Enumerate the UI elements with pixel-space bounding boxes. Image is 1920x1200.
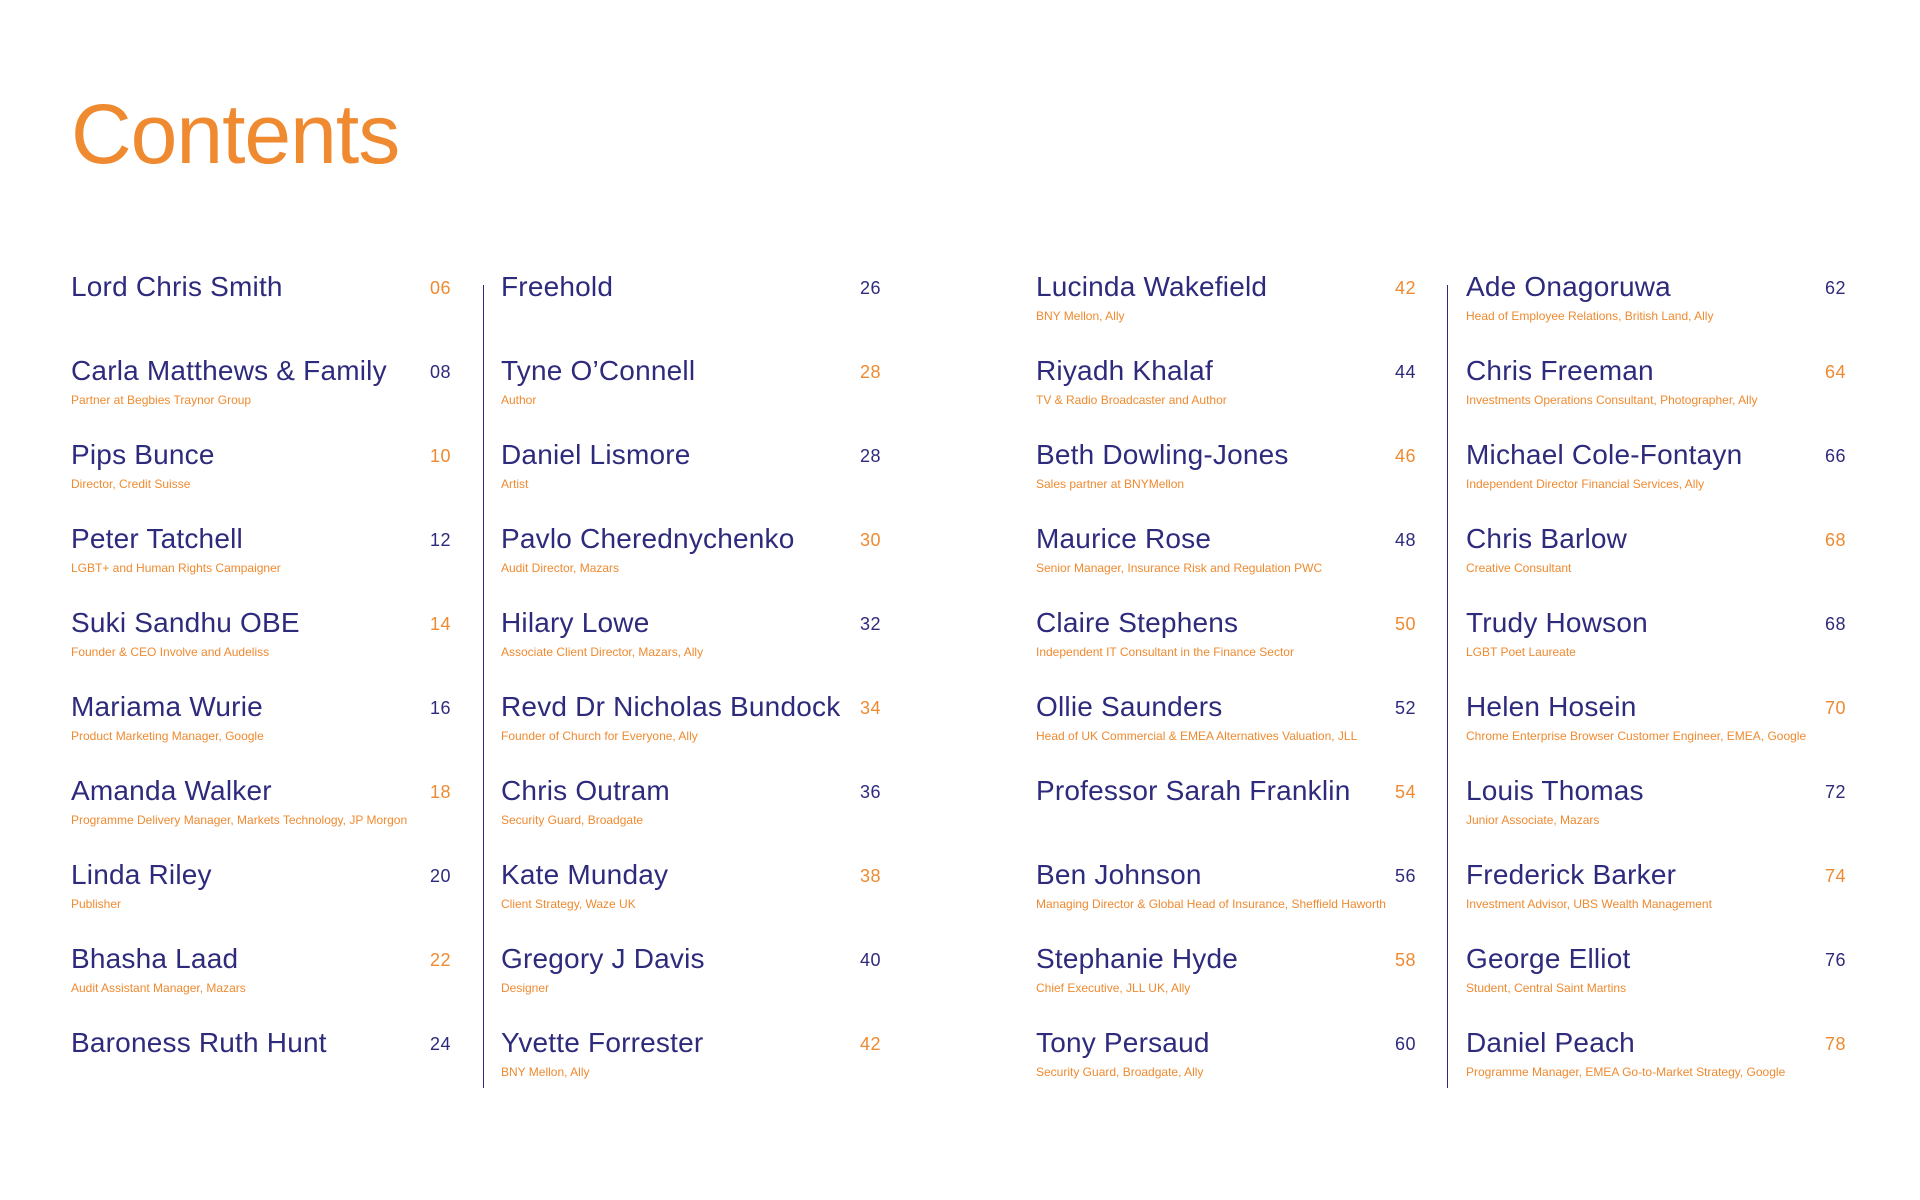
entry-subtitle: Founder of Church for Everyone, Ally [501, 729, 698, 743]
entry-name: Pips Bunce [71, 439, 215, 470]
entry-name: Freehold [501, 271, 614, 302]
entry-page-number: 30 [859, 530, 881, 550]
entry-subtitle: Founder & CEO Involve and Audeliss [71, 645, 270, 659]
contents-entry[interactable] [1466, 438, 1846, 518]
entry-subtitle: Author [501, 393, 537, 407]
entry-page-number: 42 [1394, 278, 1416, 298]
entry-page-number: 44 [1394, 362, 1416, 382]
entry-page-number: 36 [859, 782, 881, 802]
entry-page-number: 24 [429, 1034, 451, 1054]
entry-page-number: 66 [1824, 446, 1846, 466]
entry-name: Lucinda Wakefield [1036, 271, 1268, 302]
contents-entry[interactable] [1466, 270, 1846, 350]
entry-page-number: 74 [1824, 866, 1846, 886]
entry-page-number: 06 [429, 278, 451, 298]
contents-entry[interactable] [1466, 1026, 1846, 1106]
contents-entry[interactable] [1036, 438, 1416, 518]
entry-page-number: 58 [1394, 950, 1416, 970]
entry-subtitle: Publisher [71, 897, 122, 911]
entry-page-number: 40 [859, 950, 881, 970]
entry-page-number: 20 [429, 866, 451, 886]
entry-subtitle: Student, Central Saint Martins [1466, 981, 1627, 995]
contents-entry[interactable] [501, 942, 881, 1022]
entry-name: Amanda Walker [71, 775, 272, 806]
entry-page-number: 68 [1824, 530, 1846, 550]
entry-name: George Elliot [1466, 943, 1631, 974]
contents-entry[interactable] [1036, 270, 1416, 350]
entry-name: Chris Outram [501, 775, 670, 806]
entry-subtitle: Managing Director & Global Head of Insurance, Sheffield Haworth [1036, 897, 1386, 911]
entry-name: Bhasha Laad [71, 943, 239, 974]
entry-subtitle: Chief Executive, JLL UK, Ally [1036, 981, 1191, 995]
entry-page-number: 34 [859, 698, 881, 718]
entry-page-number: 16 [429, 698, 451, 718]
entry-page-number: 78 [1824, 1034, 1846, 1054]
entry-subtitle: Audit Director, Mazars [501, 561, 620, 575]
entry-page-number: 76 [1824, 950, 1846, 970]
entry-subtitle: Security Guard, Broadgate [501, 813, 644, 827]
entry-name: Frederick Barker [1466, 859, 1677, 890]
entry-name: Maurice Rose [1036, 523, 1212, 554]
entry-page-number: 32 [859, 614, 881, 634]
contents-entry[interactable] [501, 354, 881, 434]
contents-entry[interactable] [71, 858, 451, 938]
page-title: Contents [71, 87, 400, 181]
entry-page-number: 56 [1394, 866, 1416, 886]
entry-name: Suki Sandhu OBE [71, 607, 300, 638]
entry-page-number: 70 [1824, 698, 1846, 718]
contents-entry[interactable] [71, 690, 451, 770]
contents-entry[interactable] [1036, 522, 1416, 602]
entry-name: Tyne O’Connell [501, 355, 696, 386]
entry-subtitle: BNY Mellon, Ally [1036, 309, 1125, 323]
entry-subtitle: Audit Assistant Manager, Mazars [71, 981, 246, 995]
entry-name: Hilary Lowe [501, 607, 650, 638]
entry-name: Chris Barlow [1466, 523, 1628, 554]
contents-entry[interactable] [501, 438, 881, 518]
entry-name: Baroness Ruth Hunt [71, 1027, 327, 1058]
entry-subtitle: Investments Operations Consultant, Photographer, Ally [1466, 393, 1758, 407]
entry-name: Daniel Lismore [501, 439, 691, 470]
contents-entry[interactable] [1036, 774, 1416, 854]
entry-subtitle: Sales partner at BNYMellon [1036, 477, 1185, 491]
contents-entry[interactable] [71, 354, 451, 434]
entry-subtitle: Client Strategy, Waze UK [501, 897, 636, 911]
entry-page-number: 42 [859, 1034, 881, 1054]
contents-entry[interactable] [1036, 942, 1416, 1022]
contents-entry[interactable] [71, 438, 451, 518]
entry-subtitle: Head of UK Commercial & EMEA Alternatives Valuation, JLL [1036, 729, 1358, 743]
contents-entry[interactable] [71, 1026, 451, 1106]
entry-subtitle: Independent Director Financial Services, Ally [1466, 477, 1705, 491]
entry-page-number: 50 [1394, 614, 1416, 634]
entry-subtitle: BNY Mellon, Ally [501, 1065, 590, 1079]
entry-name: Ben Johnson [1036, 859, 1202, 890]
entry-page-number: 68 [1824, 614, 1846, 634]
entry-page-number: 18 [429, 782, 451, 802]
contents-entry[interactable] [1466, 690, 1846, 770]
entry-subtitle: Chrome Enterprise Browser Customer Engineer, EMEA, Google [1466, 729, 1807, 743]
entry-page-number: 64 [1824, 362, 1846, 382]
entry-page-number: 28 [859, 362, 881, 382]
entry-subtitle: Director, Credit Suisse [71, 477, 191, 491]
entry-subtitle: Junior Associate, Mazars [1466, 813, 1600, 827]
entry-name: Riyadh Khalaf [1036, 355, 1213, 386]
entry-name: Tony Persaud [1036, 1027, 1210, 1058]
entry-name: Carla Matthews & Family [71, 355, 387, 386]
contents-entry[interactable] [501, 690, 881, 770]
entry-name: Louis Thomas [1466, 775, 1644, 806]
entry-subtitle: Creative Consultant [1466, 561, 1572, 575]
entry-name: Claire Stephens [1036, 607, 1239, 638]
entry-subtitle: Designer [501, 981, 550, 995]
entry-name: Lord Chris Smith [71, 271, 283, 302]
entry-page-number: 52 [1394, 698, 1416, 718]
entry-name: Ade Onagoruwa [1466, 271, 1671, 302]
entry-page-number: 72 [1824, 782, 1846, 802]
entry-name: Mariama Wurie [71, 691, 263, 722]
contents-entry[interactable] [501, 774, 881, 854]
entry-page-number: 62 [1824, 278, 1846, 298]
contents-entry[interactable] [1036, 858, 1416, 938]
entry-subtitle: Independent IT Consultant in the Finance Sector [1036, 645, 1294, 659]
entry-name: Stephanie Hyde [1036, 943, 1239, 974]
entry-name: Chris Freeman [1466, 355, 1654, 386]
entry-name: Linda Riley [71, 859, 212, 890]
entry-name: Michael Cole-Fontayn [1466, 439, 1743, 470]
contents-entry[interactable] [501, 858, 881, 938]
contents-entry[interactable] [501, 270, 881, 350]
entry-page-number: 08 [429, 362, 451, 382]
entry-name: Trudy Howson [1466, 607, 1648, 638]
entry-name: Daniel Peach [1466, 1027, 1635, 1058]
entry-name: Beth Dowling-Jones [1036, 439, 1289, 470]
entry-subtitle: Associate Client Director, Mazars, Ally [501, 645, 704, 659]
entry-subtitle: Product Marketing Manager, Google [71, 729, 264, 743]
contents-entry[interactable] [501, 1026, 881, 1106]
contents-entry[interactable] [501, 606, 881, 686]
entry-subtitle: TV & Radio Broadcaster and Author [1036, 393, 1227, 407]
contents-entry[interactable] [1036, 690, 1416, 770]
entry-page-number: 14 [429, 614, 451, 634]
entry-page-number: 26 [859, 278, 881, 298]
contents-entry[interactable] [1466, 354, 1846, 434]
entry-page-number: 46 [1394, 446, 1416, 466]
contents-entry[interactable] [501, 522, 881, 602]
entry-page-number: 12 [429, 530, 451, 550]
entry-name: Ollie Saunders [1036, 691, 1223, 722]
entry-name: Pavlo Cherednychenko [501, 523, 795, 554]
entry-subtitle: Programme Delivery Manager, Markets Technology, JP Morgon [71, 813, 408, 827]
entry-name: Revd Dr Nicholas Bundock [501, 691, 841, 722]
contents-entry[interactable] [1466, 774, 1846, 854]
contents-entry[interactable] [1466, 606, 1846, 686]
contents-entry[interactable] [71, 270, 451, 350]
entry-subtitle: Investment Advisor, UBS Wealth Management [1466, 897, 1712, 911]
entry-subtitle: LGBT+ and Human Rights Campaigner [71, 561, 281, 575]
contents-entry[interactable] [71, 606, 451, 686]
entry-subtitle: Head of Employee Relations, British Land, Ally [1466, 309, 1714, 323]
contents-entry[interactable] [1036, 606, 1416, 686]
entry-name: Kate Munday [501, 859, 669, 890]
contents-entry[interactable] [1466, 858, 1846, 938]
entry-page-number: 10 [429, 446, 451, 466]
entry-name: Peter Tatchell [71, 523, 243, 554]
column-divider [1447, 285, 1448, 1088]
contents-entry[interactable] [71, 522, 451, 602]
entry-page-number: 48 [1394, 530, 1416, 550]
entry-subtitle: Artist [501, 477, 529, 491]
entry-subtitle: Programme Manager, EMEA Go-to-Market Strategy, Google [1466, 1065, 1786, 1079]
contents-entry[interactable] [1036, 1026, 1416, 1106]
entry-name: Professor Sarah Franklin [1036, 775, 1351, 806]
entry-subtitle: Partner at Begbies Traynor Group [71, 393, 252, 407]
column-divider [483, 285, 484, 1088]
contents-entry[interactable] [71, 774, 451, 854]
contents-entry[interactable] [1466, 942, 1846, 1022]
entry-page-number: 28 [859, 446, 881, 466]
entry-name: Gregory J Davis [501, 943, 705, 974]
entry-name: Helen Hosein [1466, 691, 1637, 722]
entry-name: Yvette Forrester [501, 1027, 704, 1058]
entry-page-number: 38 [859, 866, 881, 886]
entry-subtitle: Senior Manager, Insurance Risk and Regulation PWC [1036, 561, 1323, 575]
contents-entry[interactable] [1036, 354, 1416, 434]
entry-subtitle: LGBT Poet Laureate [1466, 645, 1576, 659]
contents-entry[interactable] [1466, 522, 1846, 602]
entry-page-number: 54 [1394, 782, 1416, 802]
entry-page-number: 22 [429, 950, 451, 970]
entry-subtitle: Security Guard, Broadgate, Ally [1036, 1065, 1204, 1079]
contents-entry[interactable] [71, 942, 451, 1022]
entry-page-number: 60 [1394, 1034, 1416, 1054]
